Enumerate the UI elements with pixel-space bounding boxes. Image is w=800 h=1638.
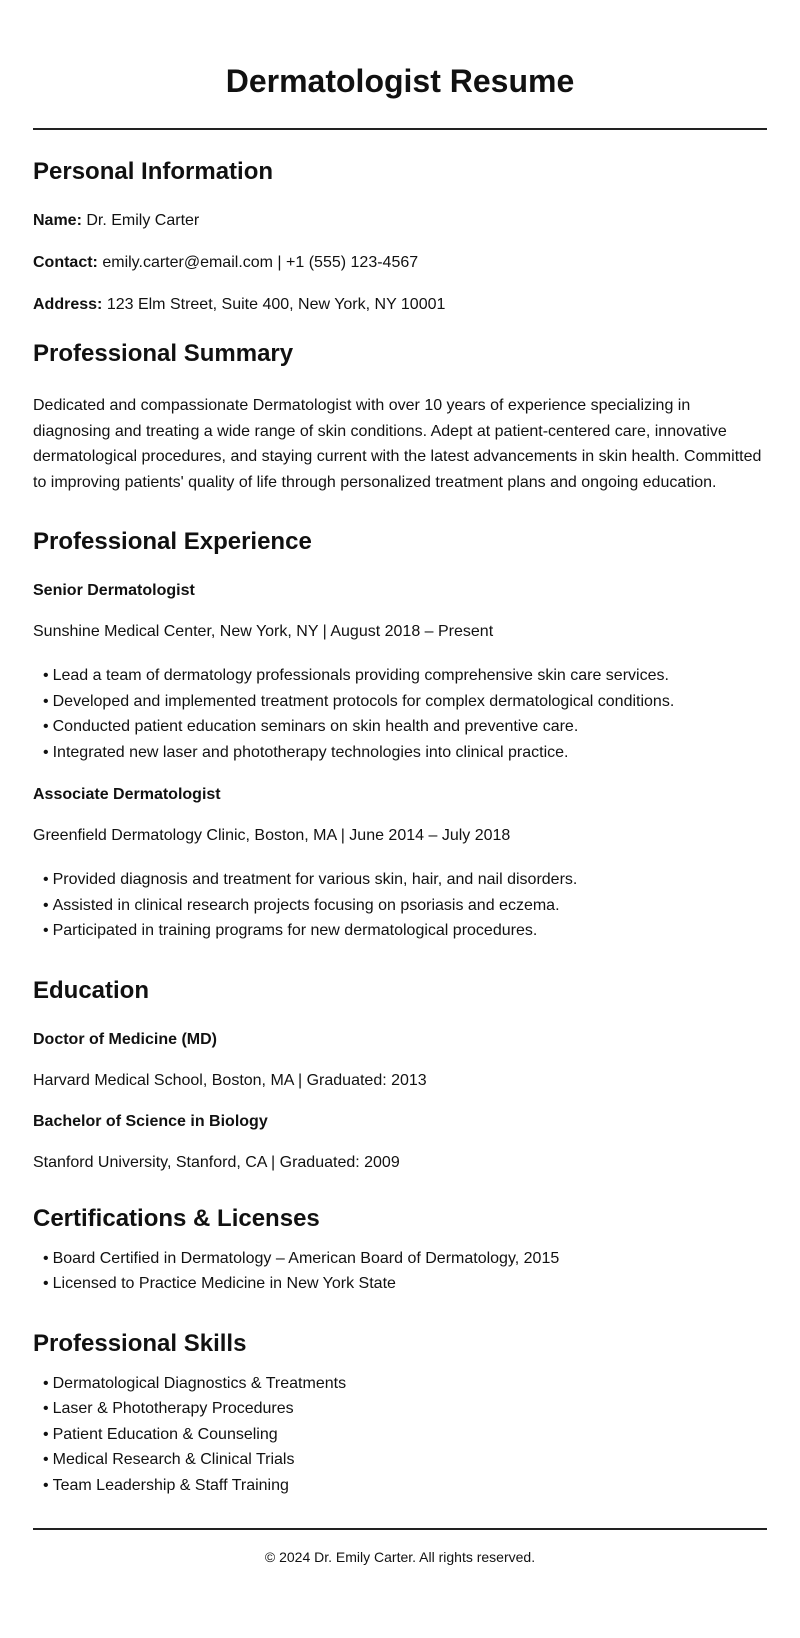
resume-page xyxy=(33,0,767,1566)
list-item: • Licensed to Practice Medicine in New York State xyxy=(43,1271,767,1297)
job-title: Associate Dermatologist xyxy=(33,786,221,803)
section-heading: Certifications & Licenses xyxy=(33,1204,320,1232)
contact-value: emily.carter@email.com | +1 (555) 123-4567 xyxy=(102,254,419,271)
section-heading: Professional Experience xyxy=(33,528,312,555)
personal-information-section xyxy=(33,155,767,314)
list-item: • Assisted in clinical research projects focusing on psoriasis and eczema. xyxy=(43,893,767,919)
job-entry xyxy=(33,581,767,765)
degree-entry xyxy=(33,1112,767,1172)
name-label: Name: xyxy=(33,212,82,229)
address-value: 123 Elm Street, Suite 400, New York, NY 10001 xyxy=(106,296,446,313)
skills-list xyxy=(33,1371,767,1499)
certifications-list xyxy=(33,1246,767,1297)
header-divider xyxy=(33,128,767,130)
list-item: • Developed and implemented treatment protocols for complex dermatological conditions. xyxy=(43,689,767,715)
list-item: • Medical Research & Clinical Trials xyxy=(43,1447,767,1473)
contact-label: Contact: xyxy=(33,254,98,271)
certifications-section xyxy=(33,1202,767,1297)
section-heading: Personal Information xyxy=(33,158,274,185)
degree-entry xyxy=(33,1030,767,1090)
address-label: Address: xyxy=(33,296,103,313)
job-title: Senior Dermatologist xyxy=(33,582,195,599)
list-item: • Integrated new laser and phototherapy technologies into clinical practice. xyxy=(43,740,767,766)
address-field xyxy=(33,295,767,314)
list-item: • Participated in training programs for new dermatological procedures. xyxy=(43,918,767,944)
degree-institution: Stanford University, Stanford, CA | Graduated: 2009 xyxy=(33,1153,400,1171)
skills-section xyxy=(33,1327,767,1499)
job-employer-dates: Sunshine Medical Center, New York, NY | August 2018 – Present xyxy=(33,623,494,640)
footer-copyright: © 2024 Dr. Emily Carter. All rights reserved. xyxy=(264,1549,536,1565)
degree-institution: Harvard Medical School, Boston, MA | Graduated: 2013 xyxy=(33,1071,427,1089)
section-heading: Education xyxy=(33,976,150,1004)
contact-field xyxy=(33,253,767,272)
job-duties-list xyxy=(33,867,767,944)
section-heading: Professional Summary xyxy=(33,340,294,367)
job-duties-list xyxy=(33,663,767,765)
name-value: Dr. Emily Carter xyxy=(86,212,200,229)
professional-experience-section xyxy=(33,525,767,944)
list-item: • Laser & Phototherapy Procedures xyxy=(43,1396,767,1422)
list-item: • Conducted patient education seminars on skin health and preventive care. xyxy=(43,714,767,740)
list-item: • Lead a team of dermatology professionals providing comprehensive skin care services. xyxy=(43,663,767,689)
summary-text: Dedicated and compassionate Dermatologist with over 10 years of experience specializing in diagnosing and treating a wide range of skin conditions. Adept at patient-centered care, innovative dermatological procedures, and staying current with the latest advancements in skin health. Committed to improving patients' quality of life through personalized treatment plans and ongoing education. xyxy=(33,397,762,491)
job-employer-dates: Greenfield Dermatology Clinic, Boston, MA | June 2014 – July 2018 xyxy=(33,827,511,844)
degree-title: Doctor of Medicine (MD) xyxy=(33,1030,217,1048)
professional-summary-section xyxy=(33,337,767,495)
degree-title: Bachelor of Science in Biology xyxy=(33,1112,268,1130)
list-item: • Patient Education & Counseling xyxy=(43,1422,767,1448)
footer-divider xyxy=(33,1528,767,1530)
list-item: • Team Leadership & Staff Training xyxy=(43,1473,767,1499)
section-heading: Professional Skills xyxy=(33,1329,247,1357)
list-item: • Dermatological Diagnostics & Treatments xyxy=(43,1371,767,1397)
name-field xyxy=(33,211,767,230)
job-entry xyxy=(33,785,767,944)
education-section xyxy=(33,974,767,1172)
page-title: Dermatologist Resume xyxy=(225,63,575,99)
list-item: • Provided diagnosis and treatment for various skin, hair, and nail disorders. xyxy=(43,867,767,893)
list-item: • Board Certified in Dermatology – American Board of Dermatology, 2015 xyxy=(43,1246,767,1272)
